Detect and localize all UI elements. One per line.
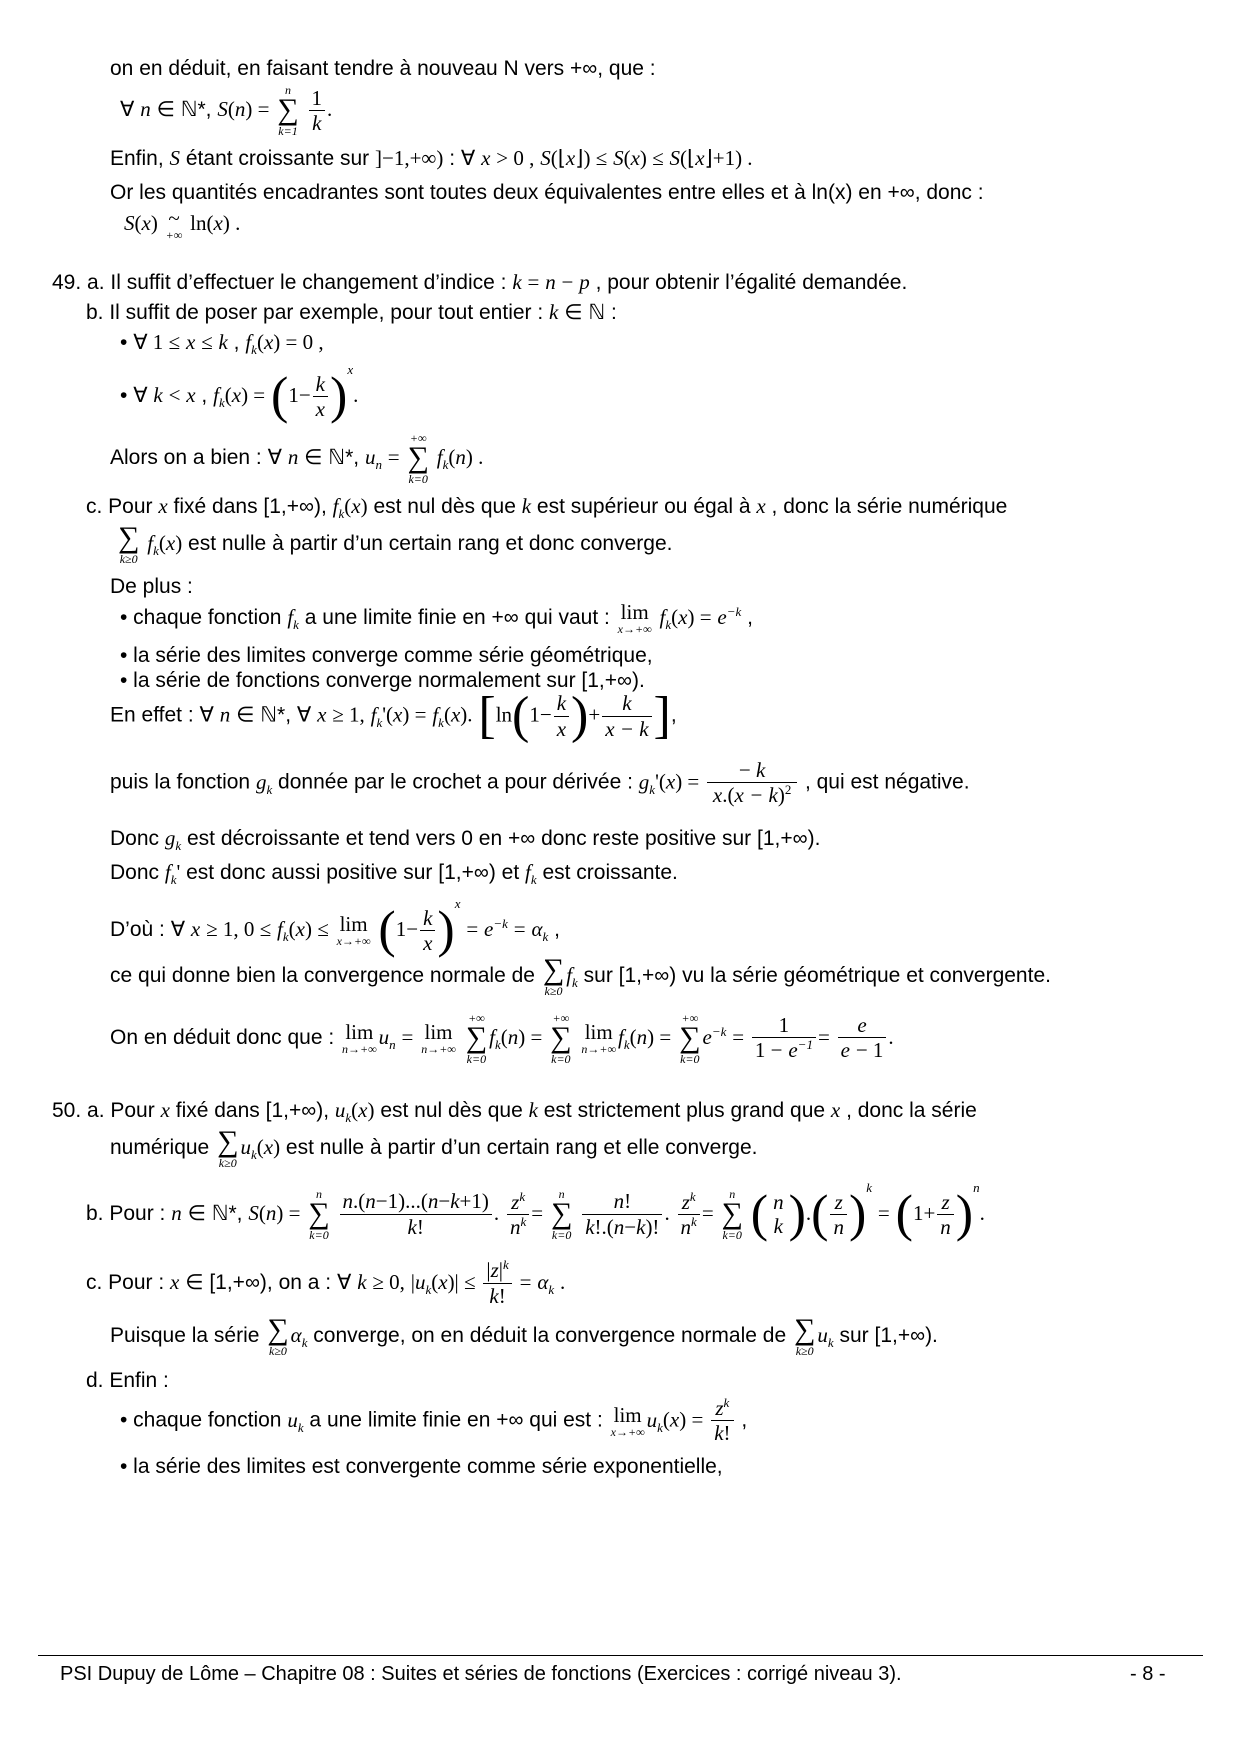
bullet-50d-exponentielle: • la série des limites est convergente comme série exponentielle, <box>120 1455 723 1478</box>
bullet-f-power: • ∀ k < x , $f_k(x) = (1-$ $\frac{k}{x}$ )$^x$. <box>120 362 359 425</box>
exercise-50a-line1: 50. a. Pour x fixé dans [1,+∞), $u_k(x)$ est nul dès que k est strictement plus grand que x , donc la série <box>52 1098 977 1126</box>
footer-page-number: - 8 - <box>1130 1663 1166 1685</box>
line-de-plus: De plus : <box>110 575 193 598</box>
exercise-50a-line2: numérique ∑ k≥0 $u_k(x)$ est nulle à partir d’un certain rang et elle converge. <box>110 1125 758 1170</box>
exercise-50c: c. Pour : x ∈ [1,+∞), on a : ∀ k ≥ 0, $|u_k(x)|$ ≤ $\frac{|z|^k}{k!}$ = $\alpha_k$ . <box>86 1257 566 1309</box>
exercise-50b: b. Pour : n ∈ ℕ*, S(n) = n ∑ k=0 $\frac{n.(n-1)...(n-k+1)}{k!}$ . $\frac{z^k}{n^k}$ = n ∑ k=0 $\frac{n!}{k!.(n-k)!}$ . $\frac{z^k}{n^k}$ = n ∑ k=0 ( n k ).( $\frac{z}{n}$ )$^k$ = (1+ $\frac{z}{n}$ )$^n$. <box>86 1180 985 1243</box>
line-f-croissante: Donc $f_k'$ est donc aussi positive sur [1,+∞) et $f_k$ est croissante. <box>110 860 678 888</box>
footer-title: PSI Dupuy de Lôme – Chapitre 08 : Suites et séries de fonctions (Exercices : corrigé niveau 3). <box>60 1663 902 1685</box>
line-limite-u-n: On en déduit donc que : lim n→+∞ $u_n$ = lim n→+∞ +∞ ∑ k=0 $f_k(n)$ = +∞ ∑ k=0 lim n→+∞ $f_k(n)$ = +∞ ∑ k=0 $e^{-k}$ = $\frac{1}{1 - e^{-1}}$ = $\frac{e}{e - 1}$ . <box>110 1011 894 1066</box>
line-u-n-sum: Alors on a bien : ∀ n ∈ ℕ*, $u_n$ = +∞ ∑ k=0 $f_k(n)$ . <box>110 431 484 486</box>
exercise-49c-line2: ∑ k≥0 $f_k(x)$ est nulle à partir d’un certain rang et donc converge. <box>118 521 673 566</box>
line-g-decroissante: Donc $g_k$ est décroissante et tend vers 0 en +∞ donc reste positive sur [1,+∞). <box>110 826 821 854</box>
bullet-serie-limites: • la série des limites converge comme série géométrique, <box>120 644 653 667</box>
exercise-49a: 49. a. Il suffit d’effectuer le changement d’indice : k = n − p , pour obtenir l’égalité demandée. <box>52 270 908 294</box>
formula-equivalent-ln: S(x) ~ +∞ ln(x) . <box>124 206 241 242</box>
exercise-50d: d. Enfin : <box>86 1369 169 1392</box>
line-limit-intro: on en déduit, en faisant tendre à nouveau N vers +∞, que : <box>110 57 656 80</box>
line-en-effet-derivee: En effet : ∀ n ∈ ℕ*, ∀ x ≥ 1, $f_k'(x) = f_k(x)$. [ln(1− $\frac{k}{x}$ )+ $\frac{k}{x - k}$ ], <box>110 687 677 744</box>
line-derivee-g: puis la fonction $g_k$ donnée par le crochet a pour dérivée : $g_k'(x)$ = $\frac{- k}{x.(x - k)^2}$ , qui est négative. <box>110 758 970 808</box>
exercise-49b: b. Il suffit de poser par exemple, pour tout entier : k ∈ ℕ : <box>86 300 617 324</box>
bullet-f-zero: • ∀ 1 ≤ x ≤ k , $f_k(x) = 0$ , <box>120 330 324 358</box>
bullet-50d-limite: • chaque fonction $u_k$ a une limite finie en +∞ qui est : lim x→+∞ $u_k(x)$ = $\frac{z^k}{k!}$ , <box>120 1395 748 1446</box>
exercise-50c-convergence: Puisque la série ∑ k≥0 $\alpha_k$ converge, on en déduit la convergence normale de ∑ k≥0 $u_k$ sur [1,+∞). <box>110 1313 938 1358</box>
line-enfin-croissante: Enfin, S étant croissante sur ]−1,+∞) : ∀ x > 0 , S(⌊x⌋) ≤ S(x) ≤ S(⌊x⌋+1) . <box>110 146 753 170</box>
exercise-49c-line1: c. Pour x fixé dans [1,+∞), $f_k(x)$ est nul dès que k est supérieur ou égal à x , donc la série numérique <box>86 494 1008 522</box>
line-equivalentes: Or les quantités encadrantes sont toutes deux équivalentes entre elles et à ln(x) en +∞, donc : <box>110 181 984 204</box>
footer-rule <box>38 1655 1203 1656</box>
line-convergence-normale-f: ce qui donne bien la convergence normale de ∑ k≥0 $f_k$ sur [1,+∞) vu la série géométrique et convergente. <box>110 953 1051 998</box>
bullet-convergence-normale: • la série de fonctions converge normalement sur [1,+∞). <box>120 669 645 692</box>
line-majoration-alpha: D’où : ∀ x ≥ 1, $0 \le f_k(x)$ ≤ lim x→+∞ (1− $\frac{k}{x}$ )$^x = e^{-k} = \alpha_k$ , <box>110 896 560 959</box>
bullet-limite-finie: • chaque fonction $f_k$ a une limite finie en +∞ qui vaut : lim x→+∞ $f_k(x) = e^{-k}$ , <box>120 600 753 636</box>
formula-S-n: ∀ n ∈ ℕ*, S(n) = n ∑ k=1 $\frac{1}{k}$ . <box>120 83 333 138</box>
